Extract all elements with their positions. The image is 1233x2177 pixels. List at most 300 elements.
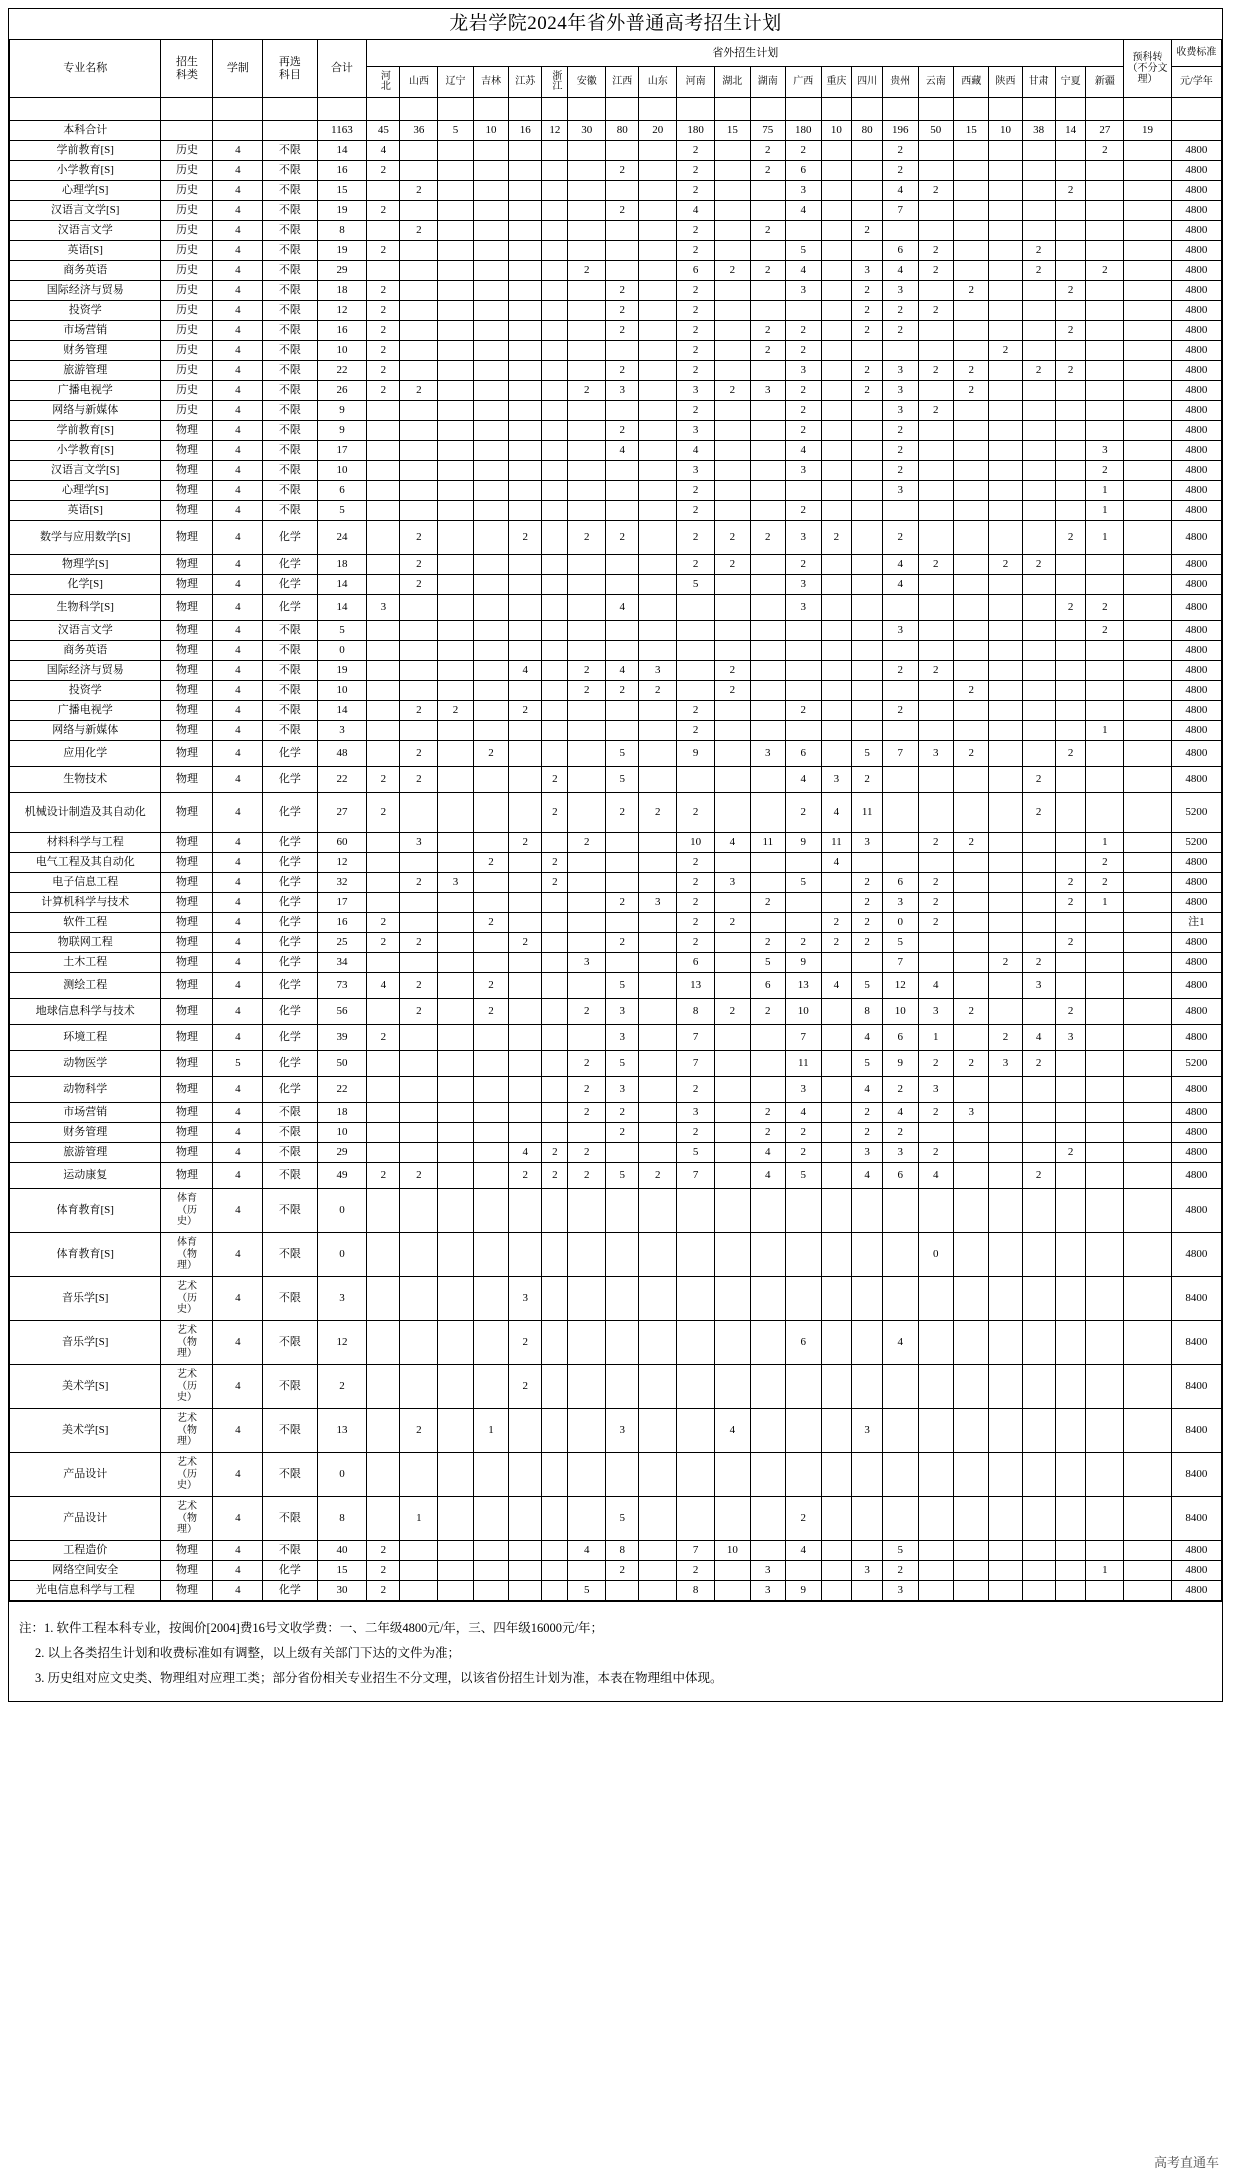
cell-province-14 [821, 1233, 852, 1277]
cell-major-name [10, 1051, 161, 1077]
cell-province-6 [542, 221, 568, 241]
province-value: 4 [897, 264, 904, 277]
cell-province-11 [715, 401, 750, 421]
cell-category [161, 161, 213, 181]
province-value: 2 [584, 664, 590, 677]
cell-province-15 [852, 321, 883, 341]
cell-major-name [10, 661, 161, 681]
cell-province-15 [852, 201, 883, 221]
cell-category [161, 221, 213, 241]
cell-category [161, 461, 213, 481]
cell-years [213, 321, 263, 341]
province-value: 2 [619, 684, 626, 697]
cell-province-12 [750, 1025, 785, 1051]
province-value: 10 [894, 1005, 906, 1018]
cell-province-10 [677, 1189, 715, 1233]
years-value: 4 [235, 224, 241, 237]
cell-province-1 [367, 1051, 400, 1077]
cell-province-21 [1055, 1581, 1086, 1601]
cell-province-19 [989, 1581, 1022, 1601]
cell-province-10 [677, 1143, 715, 1163]
cell-province-2 [400, 913, 438, 933]
province-value: 5 [800, 244, 807, 257]
total-value: 18 [336, 558, 348, 571]
cell-province-11 [715, 641, 750, 661]
years-value: 4 [235, 1512, 241, 1525]
cell-category [161, 281, 213, 301]
cell-total [317, 681, 367, 701]
cell-prep [1124, 461, 1171, 481]
cell-province-9 [639, 641, 677, 661]
province-value: 2 [380, 284, 387, 297]
prep-value: 19 [1142, 124, 1153, 137]
cell-subject [263, 1189, 317, 1233]
cell-total [317, 853, 367, 873]
cell-years [213, 575, 263, 595]
cell-province-8 [606, 1077, 639, 1103]
cell-province-8 [606, 933, 639, 953]
category-label: 艺术（物理） [176, 1501, 197, 1536]
cell-major-name [10, 1561, 161, 1581]
cell-subject [263, 201, 317, 221]
cell-province-20 [1022, 873, 1055, 893]
cell-province-15 [852, 1163, 883, 1189]
cell-subject [263, 555, 317, 575]
cell-province-19 [989, 461, 1022, 481]
cell-province-6 [542, 321, 568, 341]
province-value: 2 [584, 1005, 590, 1018]
cell-province-5 [509, 201, 542, 221]
category-label: 物理 [175, 936, 198, 949]
cell-province-10 [677, 793, 715, 833]
cell-province-20 [1022, 1541, 1055, 1561]
cell-prep [1124, 1541, 1171, 1561]
cell-province-1 [367, 1163, 400, 1189]
fee-value: 4800 [1185, 558, 1208, 571]
cell-province-16 [883, 1453, 918, 1497]
cell-province-16 [883, 461, 918, 481]
cell-major-name [10, 181, 161, 201]
cell-province-8 [606, 793, 639, 833]
cell-total [317, 641, 367, 661]
province-value: 2 [416, 704, 422, 717]
cell-province-16 [883, 913, 918, 933]
cell-province-11 [715, 421, 750, 441]
total-value: 12 [336, 304, 348, 317]
cell-province-16 [883, 501, 918, 521]
province-value: 2 [968, 284, 974, 297]
cell-province-20 [1022, 721, 1055, 741]
cell-years [213, 1025, 263, 1051]
province-value: 3 [800, 184, 807, 197]
cell-prep [1124, 1143, 1171, 1163]
cell-province-21 [1055, 853, 1086, 873]
cell-province-22 [1086, 893, 1124, 913]
cell-province-18 [954, 1103, 989, 1123]
table-row [10, 621, 1222, 641]
province-value: 2 [968, 1005, 974, 1018]
cell-province-1 [367, 1277, 400, 1321]
cell-province-15 [852, 1561, 883, 1581]
province-value: 3 [380, 601, 387, 614]
cell-subject [263, 401, 317, 421]
cell-total [317, 953, 367, 973]
province-value: 2 [864, 364, 870, 377]
cell-province-10 [677, 595, 715, 621]
province-value: 3 [897, 364, 904, 377]
province-value: 2 [968, 364, 974, 377]
cell-province-15 [852, 1103, 883, 1123]
cell-province-14 [821, 321, 852, 341]
cell-province-16 [883, 1123, 918, 1143]
province-value: 2 [619, 304, 626, 317]
province-value: 5 [864, 979, 870, 992]
cell-province-4 [473, 913, 508, 933]
cell-province-10 [677, 973, 715, 999]
cell-province-4 [473, 933, 508, 953]
cell-province-17 [918, 461, 953, 481]
subject-value: 不限 [278, 1380, 301, 1393]
cell-province-4 [473, 1321, 508, 1365]
major-name-label: 国际经济与贸易 [46, 284, 124, 297]
province-label: 安徽 [576, 76, 597, 88]
cell-province-19 [989, 1561, 1022, 1581]
cell-province-17 [918, 481, 953, 501]
cell-province-7 [568, 1103, 606, 1123]
cell-province-8 [606, 301, 639, 321]
province-value: 5 [897, 936, 904, 949]
province-value: 2 [864, 916, 870, 929]
province-value: 2 [692, 896, 699, 909]
cell-province-1 [367, 281, 400, 301]
cell-province-11 [715, 999, 750, 1025]
fee-value: 8400 [1185, 1380, 1208, 1393]
cell-province-3 [438, 461, 473, 481]
cell-province-19 [989, 441, 1022, 461]
cell-province-22 [1086, 1103, 1124, 1123]
cell-total [317, 401, 367, 421]
cell-province-12 [750, 1123, 785, 1143]
cell-years [213, 341, 263, 361]
cell-province-9 [639, 973, 677, 999]
cell-province-22 [1086, 953, 1124, 973]
cell-province-2 [400, 181, 438, 201]
cell-province-20 [1022, 833, 1055, 853]
cell-province-5 [509, 1453, 542, 1497]
cell-total [317, 201, 367, 221]
cell-province-10 [677, 421, 715, 441]
cell-province-10 [677, 481, 715, 501]
cell-province-2 [400, 999, 438, 1025]
cell-province-1 [367, 741, 400, 767]
cell-fee [1171, 261, 1221, 281]
cell-major-name [10, 321, 161, 341]
cell-fee [1171, 1453, 1221, 1497]
cell-subject [263, 241, 317, 261]
cell-fee [1171, 741, 1221, 767]
cell-province-2 [400, 421, 438, 441]
cell-prep [1124, 121, 1171, 141]
years-value: 4 [235, 164, 241, 177]
cell-years [213, 873, 263, 893]
cell-province-16 [883, 481, 918, 501]
header-spacer-cell [954, 98, 989, 121]
cell-province-12 [750, 1365, 785, 1409]
cell-province-19 [989, 481, 1022, 501]
cell-province-18 [954, 1077, 989, 1103]
category-label: 物理 [175, 1584, 198, 1597]
cell-category [161, 1277, 213, 1321]
table-row [10, 281, 1222, 301]
subject-value: 化学 [278, 1083, 301, 1096]
province-value: 3 [800, 464, 807, 477]
cell-prep [1124, 555, 1171, 575]
cell-province-1 [367, 361, 400, 381]
cell-province-9 [639, 953, 677, 973]
cell-province-11 [715, 1277, 750, 1321]
province-value: 9 [897, 1057, 904, 1070]
column-group-provinces-label: 省外招生计划 [712, 46, 779, 59]
cell-province-5 [509, 1277, 542, 1321]
cell-province-14 [821, 701, 852, 721]
cell-province-7 [568, 1561, 606, 1581]
cell-category [161, 1077, 213, 1103]
cell-province-8 [606, 1277, 639, 1321]
cell-province-7 [568, 1233, 606, 1277]
cell-province-5 [509, 621, 542, 641]
major-name-label: 网络空间安全 [52, 1564, 119, 1577]
province-value: 2 [584, 1146, 590, 1159]
cell-province-12 [750, 121, 785, 141]
cell-province-2 [400, 201, 438, 221]
cell-province-21 [1055, 501, 1086, 521]
cell-province-17 [918, 853, 953, 873]
cell-total [317, 1123, 367, 1143]
cell-province-4 [473, 1189, 508, 1233]
cell-province-18 [954, 121, 989, 141]
total-value: 29 [336, 1146, 348, 1159]
province-value: 2 [552, 856, 558, 869]
cell-province-13 [786, 913, 821, 933]
cell-province-9 [639, 873, 677, 893]
province-value: 2 [864, 324, 870, 337]
cell-subject [263, 301, 317, 321]
cell-years [213, 501, 263, 521]
cell-province-12 [750, 1581, 785, 1601]
cell-province-6 [542, 141, 568, 161]
cell-province-16 [883, 641, 918, 661]
cell-province-15 [852, 1025, 883, 1051]
cell-province-7 [568, 873, 606, 893]
cell-province-18 [954, 421, 989, 441]
cell-province-4 [473, 1051, 508, 1077]
province-value: 2 [416, 1424, 422, 1437]
cell-fee [1171, 281, 1221, 301]
cell-province-7 [568, 741, 606, 767]
cell-province-6 [542, 661, 568, 681]
cell-province-12 [750, 1409, 785, 1453]
cell-province-1 [367, 181, 400, 201]
cell-province-13 [786, 121, 821, 141]
cell-province-16 [883, 621, 918, 641]
cell-province-19 [989, 701, 1022, 721]
province-value: 2 [933, 1057, 939, 1070]
cell-province-13 [786, 1077, 821, 1103]
cell-total [317, 361, 367, 381]
cell-province-1 [367, 621, 400, 641]
years-value: 4 [235, 704, 241, 717]
fee-value: 4800 [1185, 364, 1208, 377]
cell-province-2 [400, 767, 438, 793]
cell-province-6 [542, 1143, 568, 1163]
province-value: 2 [1102, 856, 1108, 869]
cell-province-14 [821, 661, 852, 681]
cell-prep [1124, 913, 1171, 933]
major-name-label: 本科合计 [63, 124, 108, 137]
cell-province-3 [438, 641, 473, 661]
cell-province-8 [606, 741, 639, 767]
cell-province-4 [473, 1453, 508, 1497]
cell-province-5 [509, 661, 542, 681]
province-value: 2 [619, 1106, 626, 1119]
cell-province-10 [677, 501, 715, 521]
cell-province-5 [509, 555, 542, 575]
cell-category [161, 141, 213, 161]
cell-province-10 [677, 833, 715, 853]
cell-province-21 [1055, 441, 1086, 461]
cell-province-16 [883, 221, 918, 241]
cell-category [161, 381, 213, 401]
cell-province-20 [1022, 641, 1055, 661]
subject-value: 不限 [278, 364, 301, 377]
cell-major-name [10, 701, 161, 721]
cell-province-1 [367, 441, 400, 461]
cell-province-14 [821, 1103, 852, 1123]
cell-province-9 [639, 1163, 677, 1189]
cell-province-15 [852, 575, 883, 595]
cell-province-15 [852, 893, 883, 913]
cell-subject [263, 221, 317, 241]
province-value: 3 [864, 1564, 870, 1577]
cell-prep [1124, 701, 1171, 721]
cell-province-18 [954, 361, 989, 381]
years-value: 4 [235, 384, 241, 397]
header-spacer-cell [263, 98, 317, 121]
cell-province-3 [438, 1123, 473, 1143]
cell-province-1 [367, 401, 400, 421]
years-value: 4 [235, 1336, 241, 1349]
cell-province-17 [918, 1541, 953, 1561]
cell-province-8 [606, 1123, 639, 1143]
cell-province-16 [883, 301, 918, 321]
province-value: 7 [692, 1031, 699, 1044]
province-value: 2 [897, 444, 904, 457]
major-name-label: 产品设计 [63, 1468, 108, 1481]
subject-value: 化学 [278, 806, 301, 819]
cell-province-11 [715, 201, 750, 221]
cell-province-6 [542, 595, 568, 621]
cell-province-17 [918, 767, 953, 793]
cell-province-10 [677, 1277, 715, 1321]
cell-province-11 [715, 1453, 750, 1497]
cell-province-5 [509, 321, 542, 341]
cell-province-18 [954, 701, 989, 721]
cell-province-3 [438, 181, 473, 201]
cell-province-5 [509, 873, 542, 893]
cell-province-11 [715, 501, 750, 521]
cell-subject [263, 501, 317, 521]
fee-value: 8400 [1185, 1512, 1208, 1525]
cell-province-17 [918, 1163, 953, 1189]
cell-fee [1171, 767, 1221, 793]
cell-province-18 [954, 221, 989, 241]
province-value: 2 [1102, 624, 1108, 637]
cell-province-13 [786, 1143, 821, 1163]
province-value: 2 [729, 264, 736, 277]
cell-province-21 [1055, 301, 1086, 321]
total-value: 12 [336, 856, 348, 869]
fee-value: 4800 [1185, 979, 1208, 992]
total-value: 22 [336, 1083, 348, 1096]
cell-province-5 [509, 1103, 542, 1123]
column-header-fee-label: 收费标准 [1176, 47, 1217, 59]
cell-province-17 [918, 1123, 953, 1143]
cell-years [213, 1163, 263, 1189]
cell-fee [1171, 999, 1221, 1025]
years-value: 4 [235, 624, 241, 637]
cell-years [213, 381, 263, 401]
province-value: 2 [619, 424, 626, 437]
cell-province-8 [606, 833, 639, 853]
province-label: 西藏 [961, 76, 982, 88]
cell-province-8 [606, 953, 639, 973]
cell-major-name [10, 575, 161, 595]
cell-province-6 [542, 1123, 568, 1143]
cell-province-4 [473, 661, 508, 681]
cell-province-15 [852, 1123, 883, 1143]
cell-province-2 [400, 953, 438, 973]
subject-value: 不限 [278, 304, 301, 317]
cell-province-13 [786, 1189, 821, 1233]
province-value: 3 [416, 836, 422, 849]
cell-province-8 [606, 1143, 639, 1163]
header-spacer-cell [639, 98, 677, 121]
fee-value: 4800 [1185, 224, 1208, 237]
province-label: 湖南 [757, 76, 778, 88]
cell-province-4 [473, 1561, 508, 1581]
cell-province-17 [918, 181, 953, 201]
province-value: 3 [765, 1584, 771, 1597]
major-name-label: 体育教育[S] [56, 1248, 114, 1261]
column-header-years [213, 40, 263, 98]
cell-province-17 [918, 621, 953, 641]
province-value: 2 [864, 773, 870, 786]
cell-province-15 [852, 873, 883, 893]
cell-province-8 [606, 1163, 639, 1189]
table-row [10, 701, 1222, 721]
category-label: 物理 [175, 464, 198, 477]
cell-province-6 [542, 701, 568, 721]
cell-province-22 [1086, 873, 1124, 893]
cell-province-8 [606, 1365, 639, 1409]
cell-province-9 [639, 1321, 677, 1365]
cell-province-8 [606, 1103, 639, 1123]
province-value: 2 [692, 504, 699, 517]
cell-province-8 [606, 641, 639, 661]
cell-province-11 [715, 701, 750, 721]
cell-province-12 [750, 953, 785, 973]
cell-province-1 [367, 1365, 400, 1409]
